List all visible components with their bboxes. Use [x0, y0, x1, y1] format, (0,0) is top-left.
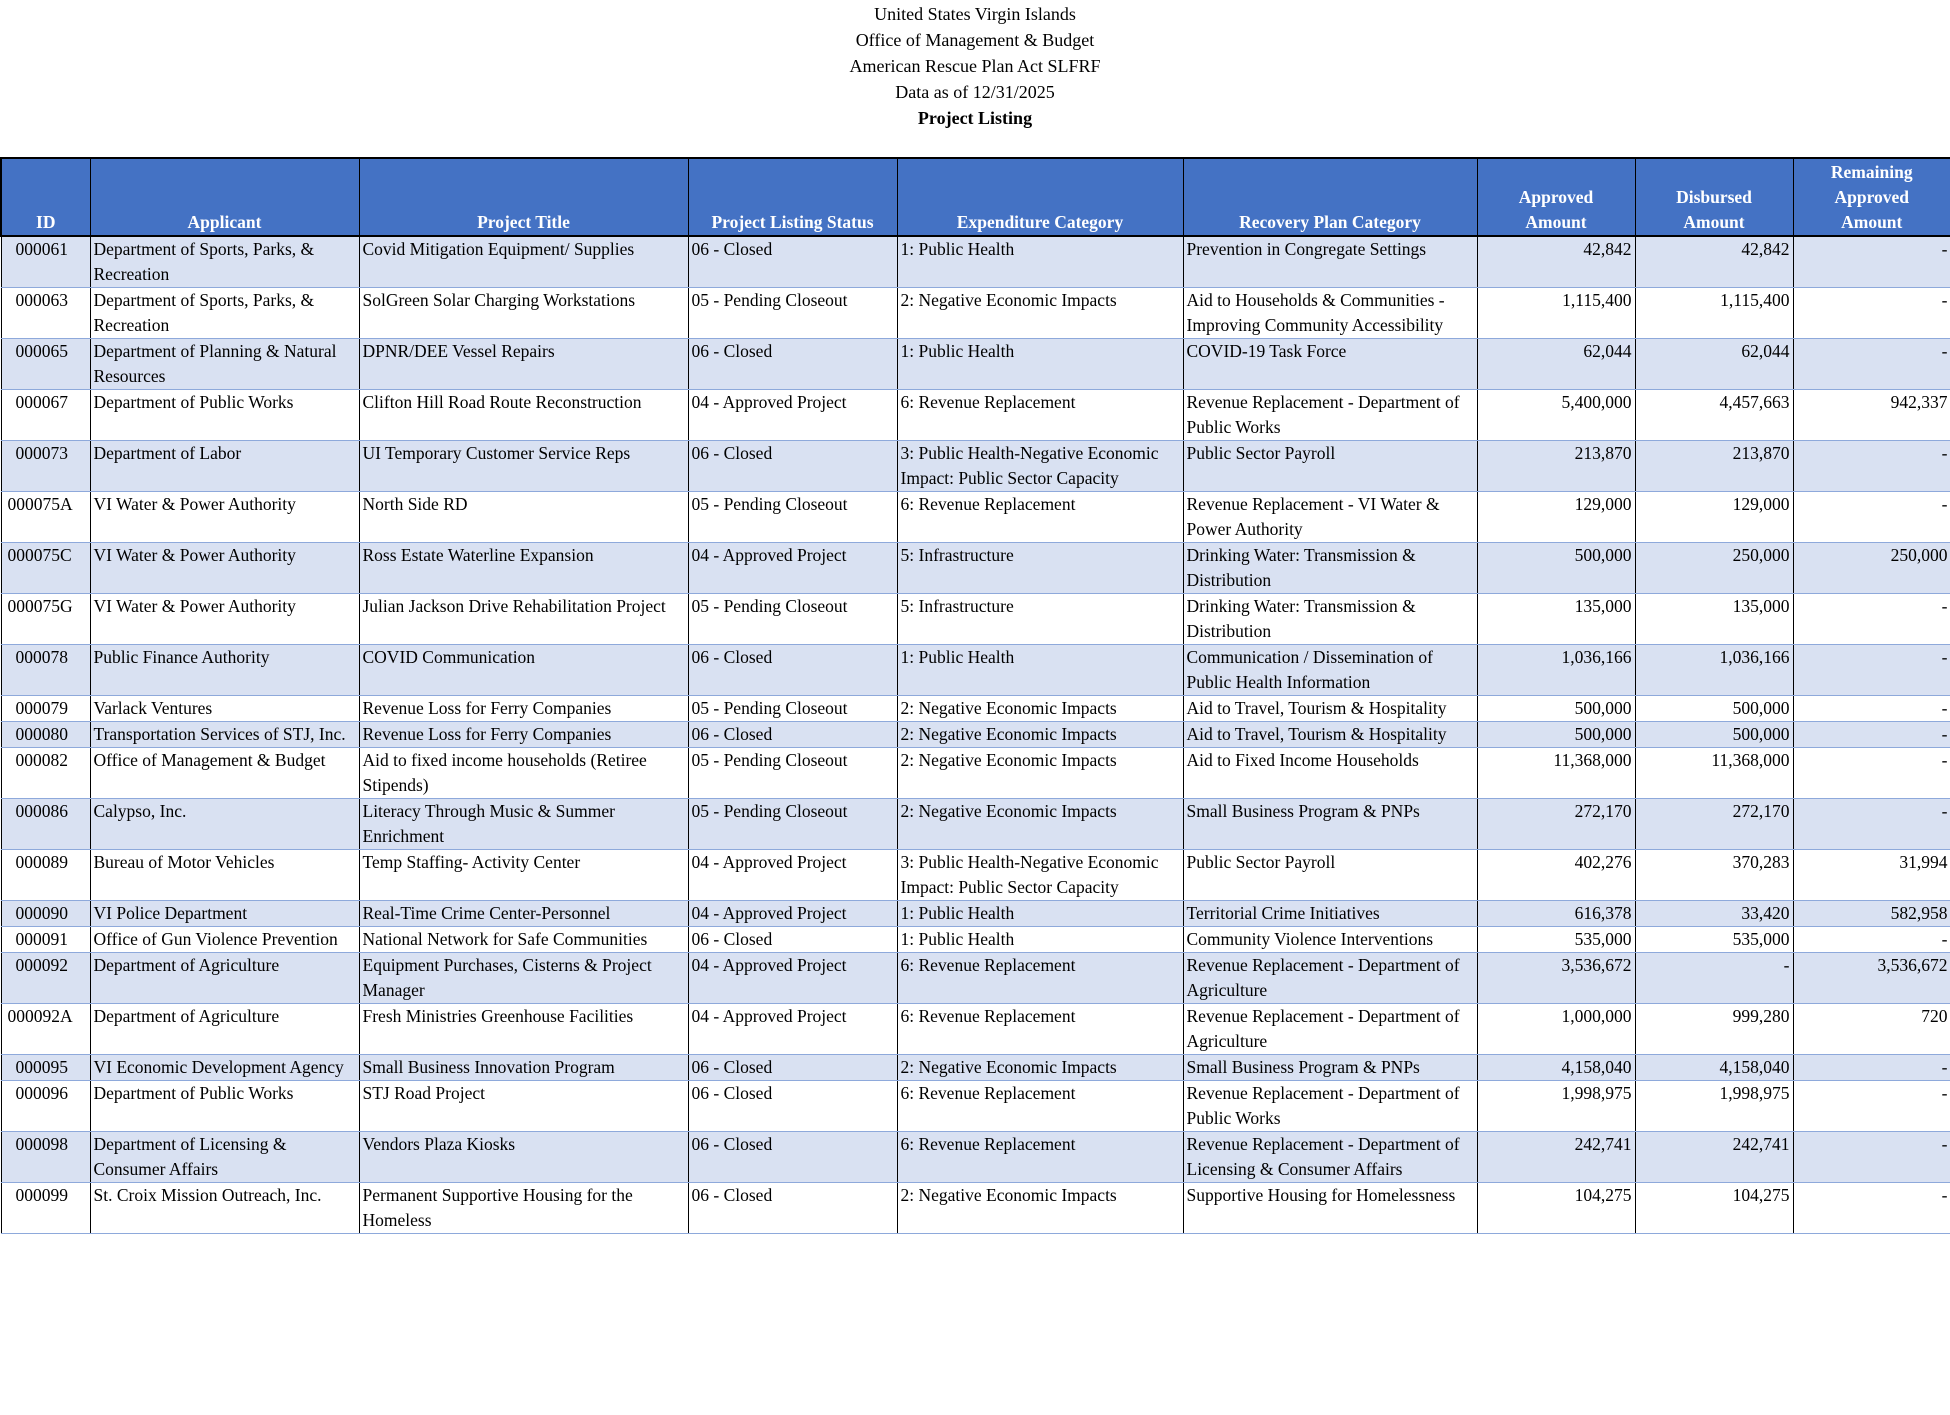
cell-approved-amount: 135,000 — [1477, 594, 1635, 645]
cell-recovery-plan-category: Aid to Households & Communities - Improving Community Accessibility — [1183, 288, 1477, 339]
cell-applicant: Public Finance Authority — [90, 645, 359, 696]
table-row — [1, 722, 1950, 748]
cell-id: 000067 — [1, 390, 90, 441]
cell-recovery-plan-category: Revenue Replacement - Department of Licensing & Consumer Affairs — [1183, 1132, 1477, 1183]
cell-approved-amount: 62,044 — [1477, 339, 1635, 390]
cell-applicant: Office of Management & Budget — [90, 748, 359, 799]
project-listing-table-container — [0, 157, 1950, 1234]
cell-disbursed-amount: 500,000 — [1635, 722, 1793, 748]
table-header-row — [1, 158, 1950, 236]
cell-project-title: Real-Time Crime Center-Personnel — [359, 901, 688, 927]
table-row — [1, 1132, 1950, 1183]
cell-disbursed-amount: 33,420 — [1635, 901, 1793, 927]
cell-applicant: Calypso, Inc. — [90, 799, 359, 850]
cell-disbursed-amount: 999,280 — [1635, 1004, 1793, 1055]
cell-status: 05 - Pending Closeout — [688, 696, 897, 722]
cell-id: 000092A — [1, 1004, 90, 1055]
cell-remaining-amount: - — [1793, 1132, 1950, 1183]
cell-project-title: Permanent Supportive Housing for the Homeless — [359, 1183, 688, 1234]
cell-expenditure-category: 6: Revenue Replacement — [897, 953, 1183, 1004]
cell-disbursed-amount: 500,000 — [1635, 696, 1793, 722]
cell-applicant: VI Economic Development Agency — [90, 1055, 359, 1081]
cell-id: 000080 — [1, 722, 90, 748]
table-row — [1, 1081, 1950, 1132]
cell-project-title: Revenue Loss for Ferry Companies — [359, 696, 688, 722]
cell-id: 000079 — [1, 696, 90, 722]
cell-approved-amount: 1,036,166 — [1477, 645, 1635, 696]
cell-approved-amount: 4,158,040 — [1477, 1055, 1635, 1081]
cell-status: 06 - Closed — [688, 441, 897, 492]
cell-applicant: Office of Gun Violence Prevention — [90, 927, 359, 953]
cell-approved-amount: 500,000 — [1477, 543, 1635, 594]
cell-project-title: COVID Communication — [359, 645, 688, 696]
cell-disbursed-amount: 4,158,040 — [1635, 1055, 1793, 1081]
cell-recovery-plan-category: Territorial Crime Initiatives — [1183, 901, 1477, 927]
cell-project-title: DPNR/DEE Vessel Repairs — [359, 339, 688, 390]
cell-id: 000075A — [1, 492, 90, 543]
cell-id: 000086 — [1, 799, 90, 850]
cell-approved-amount: 1,000,000 — [1477, 1004, 1635, 1055]
cell-project-title: Small Business Innovation Program — [359, 1055, 688, 1081]
cell-approved-amount: 3,536,672 — [1477, 953, 1635, 1004]
cell-approved-amount: 500,000 — [1477, 696, 1635, 722]
cell-remaining-amount: - — [1793, 748, 1950, 799]
cell-status: 06 - Closed — [688, 1132, 897, 1183]
cell-status: 05 - Pending Closeout — [688, 748, 897, 799]
cell-status: 04 - Approved Project — [688, 1004, 897, 1055]
cell-expenditure-category: 3: Public Health-Negative Economic Impact: Public Sector Capacity — [897, 850, 1183, 901]
cell-expenditure-category: 6: Revenue Replacement — [897, 390, 1183, 441]
cell-disbursed-amount: 1,036,166 — [1635, 645, 1793, 696]
cell-disbursed-amount: 1,998,975 — [1635, 1081, 1793, 1132]
cell-remaining-amount: 582,958 — [1793, 901, 1950, 927]
cell-recovery-plan-category: Public Sector Payroll — [1183, 441, 1477, 492]
table-row — [1, 696, 1950, 722]
cell-remaining-amount: - — [1793, 927, 1950, 953]
cell-applicant: Department of Sports, Parks, & Recreation — [90, 236, 359, 288]
cell-remaining-amount: 720 — [1793, 1004, 1950, 1055]
cell-id: 000091 — [1, 927, 90, 953]
cell-project-title: Fresh Ministries Greenhouse Facilities — [359, 1004, 688, 1055]
cell-status: 04 - Approved Project — [688, 390, 897, 441]
table-row — [1, 927, 1950, 953]
cell-recovery-plan-category: Revenue Replacement - Department of Public Works — [1183, 390, 1477, 441]
cell-expenditure-category: 2: Negative Economic Impacts — [897, 748, 1183, 799]
cell-expenditure-category: 6: Revenue Replacement — [897, 1004, 1183, 1055]
cell-applicant: VI Water & Power Authority — [90, 492, 359, 543]
cell-remaining-amount: 942,337 — [1793, 390, 1950, 441]
cell-remaining-amount: 250,000 — [1793, 543, 1950, 594]
cell-recovery-plan-category: Revenue Replacement - VI Water & Power Authority — [1183, 492, 1477, 543]
table-row — [1, 339, 1950, 390]
cell-applicant: Department of Agriculture — [90, 953, 359, 1004]
cell-approved-amount: 535,000 — [1477, 927, 1635, 953]
column-header-disbursed-amount: Disbursed Amount — [1635, 158, 1793, 236]
cell-id: 000073 — [1, 441, 90, 492]
cell-disbursed-amount: 104,275 — [1635, 1183, 1793, 1234]
cell-project-title: North Side RD — [359, 492, 688, 543]
cell-remaining-amount: - — [1793, 799, 1950, 850]
cell-project-title: Julian Jackson Drive Rehabilitation Project — [359, 594, 688, 645]
cell-remaining-amount: - — [1793, 441, 1950, 492]
cell-expenditure-category: 1: Public Health — [897, 339, 1183, 390]
cell-status: 06 - Closed — [688, 1183, 897, 1234]
cell-remaining-amount: - — [1793, 696, 1950, 722]
cell-disbursed-amount: 129,000 — [1635, 492, 1793, 543]
report-date: Data as of 12/31/2025 — [895, 82, 1055, 102]
cell-project-title: Temp Staffing- Activity Center — [359, 850, 688, 901]
cell-applicant: VI Water & Power Authority — [90, 594, 359, 645]
cell-applicant: Department of Sports, Parks, & Recreation — [90, 288, 359, 339]
cell-status: 04 - Approved Project — [688, 901, 897, 927]
report-header — [0, 0, 1950, 141]
cell-expenditure-category: 1: Public Health — [897, 901, 1183, 927]
cell-remaining-amount: - — [1793, 236, 1950, 288]
cell-expenditure-category: 6: Revenue Replacement — [897, 1081, 1183, 1132]
table-row — [1, 441, 1950, 492]
cell-applicant: VI Police Department — [90, 901, 359, 927]
report-title: Project Listing — [917, 108, 1033, 128]
table-row — [1, 1055, 1950, 1081]
column-header-status: Project Listing Status — [688, 158, 897, 236]
table-row — [1, 492, 1950, 543]
cell-status: 06 - Closed — [688, 236, 897, 288]
cell-disbursed-amount: 242,741 — [1635, 1132, 1793, 1183]
cell-applicant: Department of Licensing & Consumer Affairs — [90, 1132, 359, 1183]
cell-id: 000090 — [1, 901, 90, 927]
cell-applicant: Department of Planning & Natural Resources — [90, 339, 359, 390]
cell-disbursed-amount: 4,457,663 — [1635, 390, 1793, 441]
cell-disbursed-amount: 42,842 — [1635, 236, 1793, 288]
column-header-expenditure-category: Expenditure Category — [897, 158, 1183, 236]
cell-status: 06 - Closed — [688, 339, 897, 390]
cell-recovery-plan-category: Revenue Replacement - Department of Agriculture — [1183, 1004, 1477, 1055]
table-row — [1, 543, 1950, 594]
cell-project-title: Aid to fixed income households (Retiree Stipends) — [359, 748, 688, 799]
cell-id: 000098 — [1, 1132, 90, 1183]
cell-recovery-plan-category: Drinking Water: Transmission & Distribution — [1183, 543, 1477, 594]
cell-remaining-amount: - — [1793, 722, 1950, 748]
cell-recovery-plan-category: Community Violence Interventions — [1183, 927, 1477, 953]
cell-recovery-plan-category: Small Business Program & PNPs — [1183, 1055, 1477, 1081]
cell-project-title: Clifton Hill Road Route Reconstruction — [359, 390, 688, 441]
report-office: Office of Management & Budget — [855, 30, 1095, 50]
cell-expenditure-category: 2: Negative Economic Impacts — [897, 288, 1183, 339]
table-body — [1, 236, 1950, 1234]
cell-id: 000092 — [1, 953, 90, 1004]
cell-remaining-amount: - — [1793, 339, 1950, 390]
cell-approved-amount: 1,998,975 — [1477, 1081, 1635, 1132]
cell-applicant: Department of Agriculture — [90, 1004, 359, 1055]
cell-recovery-plan-category: Revenue Replacement - Department of Agriculture — [1183, 953, 1477, 1004]
table-row — [1, 236, 1950, 288]
cell-remaining-amount: - — [1793, 1081, 1950, 1132]
cell-status: 06 - Closed — [688, 645, 897, 696]
cell-approved-amount: 1,115,400 — [1477, 288, 1635, 339]
cell-expenditure-category: 2: Negative Economic Impacts — [897, 696, 1183, 722]
table-row — [1, 901, 1950, 927]
cell-applicant: Department of Public Works — [90, 390, 359, 441]
cell-approved-amount: 104,275 — [1477, 1183, 1635, 1234]
cell-approved-amount: 213,870 — [1477, 441, 1635, 492]
cell-disbursed-amount: 535,000 — [1635, 927, 1793, 953]
cell-remaining-amount: 3,536,672 — [1793, 953, 1950, 1004]
cell-disbursed-amount: 250,000 — [1635, 543, 1793, 594]
cell-applicant: Department of Labor — [90, 441, 359, 492]
column-header-applicant: Applicant — [90, 158, 359, 236]
column-header-project-title: Project Title — [359, 158, 688, 236]
cell-project-title: Literacy Through Music & Summer Enrichment — [359, 799, 688, 850]
cell-applicant: Department of Public Works — [90, 1081, 359, 1132]
cell-remaining-amount: - — [1793, 1183, 1950, 1234]
cell-recovery-plan-category: Supportive Housing for Homelessness — [1183, 1183, 1477, 1234]
table-row — [1, 799, 1950, 850]
cell-expenditure-category: 5: Infrastructure — [897, 543, 1183, 594]
cell-expenditure-category: 1: Public Health — [897, 645, 1183, 696]
cell-status: 05 - Pending Closeout — [688, 492, 897, 543]
cell-disbursed-amount: 1,115,400 — [1635, 288, 1793, 339]
cell-remaining-amount: - — [1793, 288, 1950, 339]
cell-approved-amount: 402,276 — [1477, 850, 1635, 901]
table-row — [1, 390, 1950, 441]
column-header-id: ID — [1, 158, 90, 236]
cell-approved-amount: 242,741 — [1477, 1132, 1635, 1183]
table-row — [1, 288, 1950, 339]
cell-approved-amount: 129,000 — [1477, 492, 1635, 543]
cell-expenditure-category: 2: Negative Economic Impacts — [897, 799, 1183, 850]
cell-approved-amount: 616,378 — [1477, 901, 1635, 927]
cell-status: 05 - Pending Closeout — [688, 288, 897, 339]
cell-expenditure-category: 6: Revenue Replacement — [897, 492, 1183, 543]
cell-disbursed-amount: 62,044 — [1635, 339, 1793, 390]
cell-expenditure-category: 6: Revenue Replacement — [897, 1132, 1183, 1183]
column-header-approved-amount: Approved Amount — [1477, 158, 1635, 236]
cell-id: 000099 — [1, 1183, 90, 1234]
cell-recovery-plan-category: Revenue Replacement - Department of Public Works — [1183, 1081, 1477, 1132]
cell-project-title: Equipment Purchases, Cisterns & Project Manager — [359, 953, 688, 1004]
cell-disbursed-amount: 272,170 — [1635, 799, 1793, 850]
cell-project-title: Vendors Plaza Kiosks — [359, 1132, 688, 1183]
table-row — [1, 1183, 1950, 1234]
cell-recovery-plan-category: Public Sector Payroll — [1183, 850, 1477, 901]
cell-status: 04 - Approved Project — [688, 543, 897, 594]
cell-remaining-amount: 31,994 — [1793, 850, 1950, 901]
cell-project-title: Revenue Loss for Ferry Companies — [359, 722, 688, 748]
cell-expenditure-category: 5: Infrastructure — [897, 594, 1183, 645]
cell-remaining-amount: - — [1793, 594, 1950, 645]
cell-recovery-plan-category: Small Business Program & PNPs — [1183, 799, 1477, 850]
cell-expenditure-category: 1: Public Health — [897, 927, 1183, 953]
cell-id: 000089 — [1, 850, 90, 901]
cell-project-title: UI Temporary Customer Service Reps — [359, 441, 688, 492]
cell-recovery-plan-category: Aid to Travel, Tourism & Hospitality — [1183, 696, 1477, 722]
cell-recovery-plan-category: Drinking Water: Transmission & Distribution — [1183, 594, 1477, 645]
cell-applicant: Bureau of Motor Vehicles — [90, 850, 359, 901]
cell-approved-amount: 5,400,000 — [1477, 390, 1635, 441]
table-row — [1, 748, 1950, 799]
cell-disbursed-amount: 11,368,000 — [1635, 748, 1793, 799]
cell-status: 05 - Pending Closeout — [688, 594, 897, 645]
cell-project-title: National Network for Safe Communities — [359, 927, 688, 953]
cell-disbursed-amount: 370,283 — [1635, 850, 1793, 901]
table-row — [1, 594, 1950, 645]
cell-project-title: Ross Estate Waterline Expansion — [359, 543, 688, 594]
cell-expenditure-category: 2: Negative Economic Impacts — [897, 1183, 1183, 1234]
cell-id: 000063 — [1, 288, 90, 339]
cell-expenditure-category: 1: Public Health — [897, 236, 1183, 288]
cell-recovery-plan-category: Aid to Travel, Tourism & Hospitality — [1183, 722, 1477, 748]
cell-status: 06 - Closed — [688, 722, 897, 748]
cell-id: 000061 — [1, 236, 90, 288]
cell-status: 04 - Approved Project — [688, 850, 897, 901]
cell-project-title: STJ Road Project — [359, 1081, 688, 1132]
cell-recovery-plan-category: Communication / Dissemination of Public Health Information — [1183, 645, 1477, 696]
cell-recovery-plan-category: COVID-19 Task Force — [1183, 339, 1477, 390]
cell-approved-amount: 272,170 — [1477, 799, 1635, 850]
table-row — [1, 1004, 1950, 1055]
cell-status: 06 - Closed — [688, 1055, 897, 1081]
cell-disbursed-amount: - — [1635, 953, 1793, 1004]
project-listing-table — [0, 157, 1950, 1234]
cell-applicant: Transportation Services of STJ, Inc. — [90, 722, 359, 748]
cell-recovery-plan-category: Aid to Fixed Income Households — [1183, 748, 1477, 799]
cell-project-title: Covid Mitigation Equipment/ Supplies — [359, 236, 688, 288]
cell-expenditure-category: 2: Negative Economic Impacts — [897, 722, 1183, 748]
cell-recovery-plan-category: Prevention in Congregate Settings — [1183, 236, 1477, 288]
column-header-recovery-plan-category: Recovery Plan Category — [1183, 158, 1477, 236]
report-jurisdiction: United States Virgin Islands — [874, 4, 1076, 24]
table-row — [1, 645, 1950, 696]
cell-id: 000065 — [1, 339, 90, 390]
cell-id: 000078 — [1, 645, 90, 696]
cell-remaining-amount: - — [1793, 645, 1950, 696]
cell-status: 06 - Closed — [688, 1081, 897, 1132]
cell-status: 04 - Approved Project — [688, 953, 897, 1004]
cell-remaining-amount: - — [1793, 1055, 1950, 1081]
cell-id: 000075C — [1, 543, 90, 594]
cell-applicant: VI Water & Power Authority — [90, 543, 359, 594]
cell-remaining-amount: - — [1793, 492, 1950, 543]
cell-id: 000096 — [1, 1081, 90, 1132]
cell-disbursed-amount: 213,870 — [1635, 441, 1793, 492]
cell-approved-amount: 11,368,000 — [1477, 748, 1635, 799]
cell-status: 06 - Closed — [688, 927, 897, 953]
cell-applicant: Varlack Ventures — [90, 696, 359, 722]
cell-expenditure-category: 2: Negative Economic Impacts — [897, 1055, 1183, 1081]
cell-id: 000082 — [1, 748, 90, 799]
report-program: American Rescue Plan Act SLFRF — [849, 56, 1101, 76]
cell-expenditure-category: 3: Public Health-Negative Economic Impact: Public Sector Capacity — [897, 441, 1183, 492]
cell-id: 000075G — [1, 594, 90, 645]
cell-approved-amount: 500,000 — [1477, 722, 1635, 748]
column-header-remaining-amount: Remaining Approved Amount — [1793, 158, 1950, 236]
cell-applicant: St. Croix Mission Outreach, Inc. — [90, 1183, 359, 1234]
cell-id: 000095 — [1, 1055, 90, 1081]
cell-disbursed-amount: 135,000 — [1635, 594, 1793, 645]
cell-approved-amount: 42,842 — [1477, 236, 1635, 288]
table-row — [1, 850, 1950, 901]
table-row — [1, 953, 1950, 1004]
cell-project-title: SolGreen Solar Charging Workstations — [359, 288, 688, 339]
cell-status: 05 - Pending Closeout — [688, 799, 897, 850]
